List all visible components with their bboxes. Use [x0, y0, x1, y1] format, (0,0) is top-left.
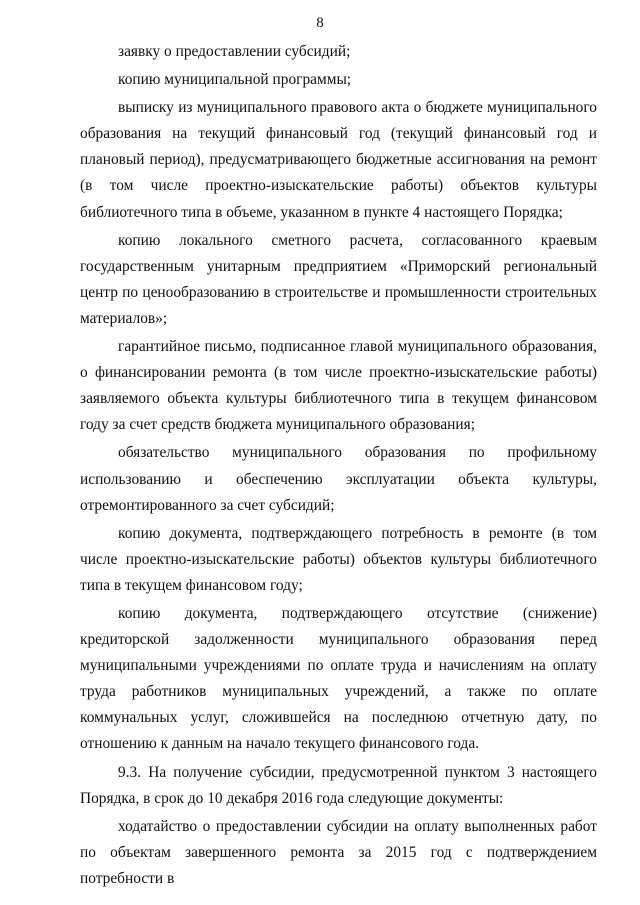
paragraph-municipal-program: копию муниципальной программы; [118, 71, 352, 89]
document-body [80, 39, 597, 894]
paragraph-obligation: обязательство муниципального образования по профильному использованию и обеспечению эксплуатации объекта культуры, отремонтированного за счет субсидий; [80, 444, 597, 514]
paragraph-debt-document: копию документа, подтверждающего отсутствие (снижение) кредиторской задолженности муниципального образования перед муниципальными учреждениями по оплате труда и начислениям на оплату труда работников муниципальных учреждений, а также по оплате коммунальных услуг, сложившейся на последнюю отчетную дату, по отношению к данным на начало текущего финансового года. [80, 604, 597, 753]
paragraph-section-9-3: 9.3. На получение субсидии, предусмотренной пунктом 3 настоящего Порядка, в срок до 10 декабря 2016 года следующие документы: [80, 763, 597, 807]
paragraph-petition: ходатайство о предоставлении субсидии на оплату выполненных работ по объектам завершенного ремонта за 2015 год с подтверждением потребности в [80, 817, 597, 887]
paragraph-budget-extract: выписку из муниципального правового акта о бюджете муниципального образования на текущий финансовый год (текущий финансовый год и плановый период), предусматривающего бюджетные ассигнования на ремонт (в том числе проектно-изыскательские работы) объектов культуры библиотечного типа в объеме, указанном в пункте 4 настоящего Порядка; [80, 99, 597, 221]
paragraph-application: заявку о предоставлении субсидий; [118, 43, 351, 60]
page-number: 8 [316, 15, 324, 31]
paragraph-guarantee-letter: гарантийное письмо, подписанное главой муниципального образования, о финансировании ремонта (в том числе проектно-изыскательские работы) заявляемого объекта культуры библиотечного типа в текущем финансовом году за счет средств бюджета муниципального образования; [80, 338, 597, 434]
paragraph-estimate-copy: копию локального сметного расчета, согласованного краевым государственным унитарным предприятием «Приморский региональный центр по ценообразованию в строительстве и промышленности строительных материалов»; [80, 231, 597, 327]
paragraph-need-document: копию документа, подтверждающего потребность в ремонте (в том числе проектно-изыскательские работы) объектов культуры библиотечного типа в текущем финансовом году; [80, 524, 597, 594]
